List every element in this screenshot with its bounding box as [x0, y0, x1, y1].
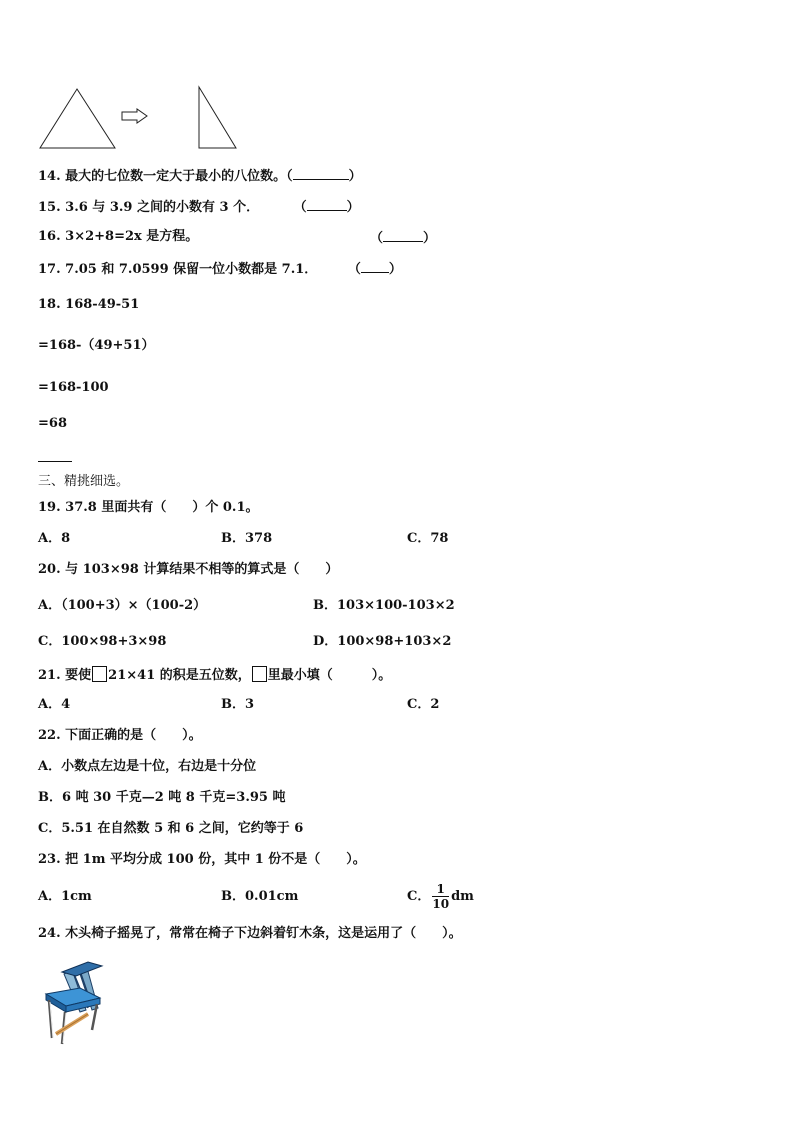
question-14: 14. 最大的七位数一定大于最小的八位数。（ ）	[38, 169, 362, 184]
option-c[interactable]: C．100×98+3×98	[38, 634, 167, 649]
option-c[interactable]: C．78	[407, 531, 449, 546]
right-arrow-icon	[120, 108, 150, 124]
right-triangle-figure	[196, 84, 240, 152]
option-c[interactable]: C．5.51 在自然数 5 和 6 之间，它约等于 6	[38, 821, 304, 836]
question-24: 24. 木头椅子摇晃了，常常在椅子下边斜着钉木条，这是运用了（ ）。	[38, 926, 462, 941]
question-18-line-1: 18. 168-49-51	[38, 297, 140, 312]
question-15: 15. 3.6 与 3.9 之间的小数有 3 个． （ ）	[38, 200, 360, 215]
question-20: 20. 与 103×98 计算结果不相等的算式是（ ）	[38, 562, 339, 577]
question-22: 22. 下面正确的是（ ）。	[38, 728, 202, 743]
question-23: 23. 把 1m 平均分成 100 份，其中 1 份不是（ ）。	[38, 852, 366, 867]
wooden-chair-illustration	[40, 960, 106, 1046]
equilateral-triangle-figure	[38, 86, 118, 152]
answer-blank-18[interactable]	[38, 461, 72, 462]
option-a[interactable]: A．8	[38, 531, 71, 546]
blank-box	[92, 666, 107, 682]
question-17: 17. 7.05 和 7.0599 保留一位小数都是 7.1． （ ）	[38, 262, 402, 277]
answer-blank[interactable]	[307, 198, 347, 211]
section-3-title: 三、精挑细选。	[38, 474, 130, 489]
question-18-line-4: =68	[38, 416, 67, 431]
answer-blank[interactable]	[383, 229, 423, 242]
question-16-answer: （ ）	[370, 231, 437, 246]
option-b[interactable]: B．6 吨 30 千克—2 吨 8 千克=3.95 吨	[38, 790, 286, 805]
option-a[interactable]: A．（100+3）×（100-2）	[38, 598, 207, 613]
option-b[interactable]: B．0.01cm	[221, 889, 299, 904]
option-a[interactable]: A．小数点左边是十位，右边是十分位	[38, 759, 257, 774]
question-18-line-2: =168-（49+51）	[38, 338, 155, 353]
question-18-line-3: =168-100	[38, 380, 109, 395]
option-b[interactable]: B．378	[221, 531, 273, 546]
question-21: 21. 要使 21×41 的积是五位数， 里最小填（ ）。	[38, 668, 392, 683]
answer-blank[interactable]	[361, 260, 389, 273]
blank-box	[252, 666, 267, 682]
option-a[interactable]: A．4	[38, 697, 71, 712]
option-b[interactable]: B．103×100-103×2	[313, 598, 455, 613]
option-c[interactable]: C． $\frac{1}{10}$ dm	[407, 882, 474, 911]
question-19: 19. 37.8 里面共有（ ）个 0.1。	[38, 500, 259, 515]
answer-blank[interactable]	[293, 167, 349, 180]
question-16: 16. 3×2+8=2x 是方程。	[38, 229, 199, 244]
option-c[interactable]: C．2	[407, 697, 440, 712]
fraction: $\frac{1}{10}$	[432, 882, 450, 911]
option-a[interactable]: A．1cm	[38, 889, 92, 904]
option-d[interactable]: D．100×98+103×2	[313, 634, 452, 649]
option-b[interactable]: B．3	[221, 697, 255, 712]
